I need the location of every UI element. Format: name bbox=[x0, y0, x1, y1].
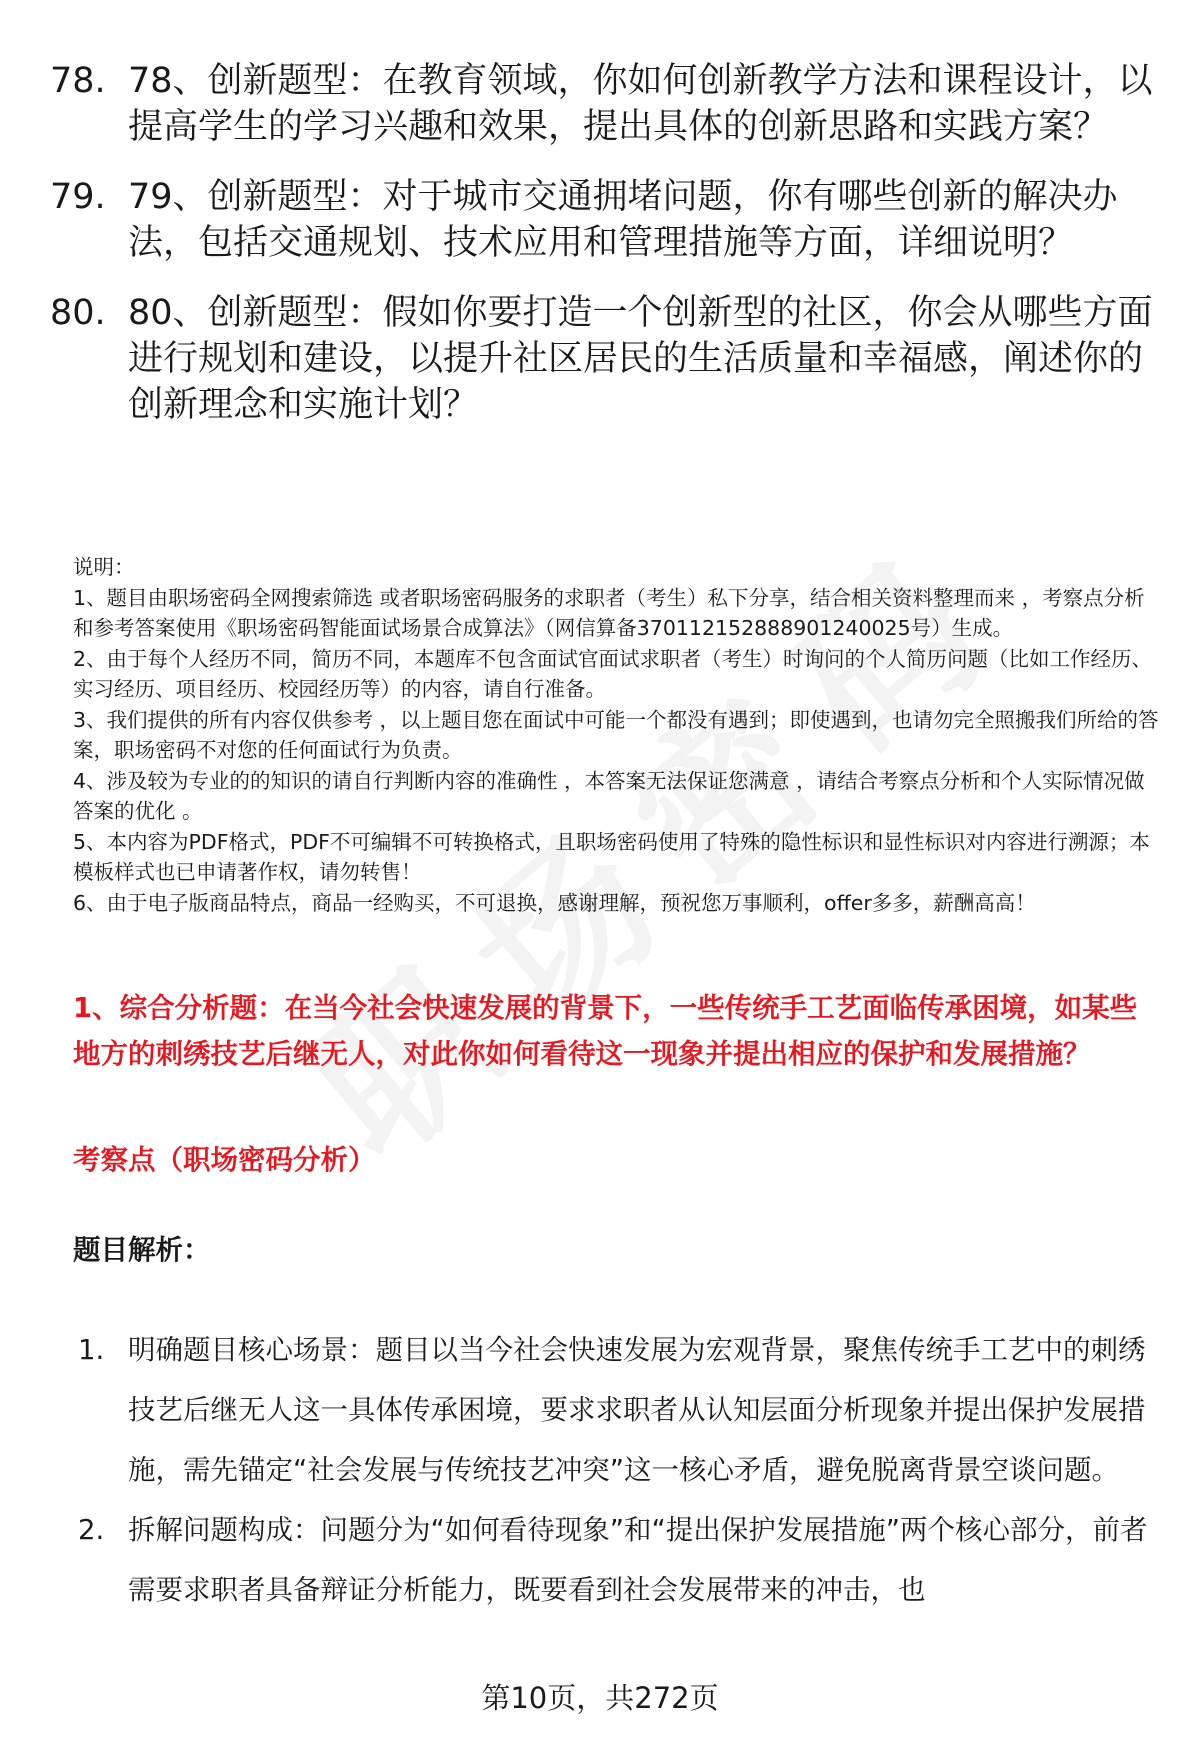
section-subtitle: 考察点（职场密码分析） bbox=[73, 1144, 376, 1176]
question-text: 80、创新题型：假如你要打造一个创新型的社区，你会从哪些方面进行规划和建设，以提升社区居民的生活质量和幸福感，阐述你的创新理念和实施计划？ bbox=[128, 293, 1153, 425]
analysis-heading: 题目解析： bbox=[73, 1234, 211, 1266]
analysis-item bbox=[78, 1320, 1163, 1500]
page-footer: 第10页，共272页 bbox=[481, 1681, 719, 1715]
note-item: 4、涉及较为专业的的知识的请自行判断内容的准确性 ，本答案无法保证您满意 ，请结合考察点分析和个人实际情况做答案的优化 。 bbox=[73, 768, 1145, 823]
analysis-number: 2. bbox=[78, 1514, 105, 1546]
question-item bbox=[50, 174, 1160, 266]
note-item: 3、我们提供的所有内容仅供参考 ，以上题目您在面试中可能一个都没有遇到；即使遇到，也请勿完全照搬我们所给的答案，职场密码不对您的任何面试行为负责。 bbox=[73, 707, 1159, 762]
notes-block bbox=[73, 552, 1163, 918]
question-item bbox=[50, 58, 1160, 150]
section-title: 1、综合分析题：在当今社会快速发展的背景下，一些传统手工艺面临传承困境，如某些地方的刺绣技艺后继无人，对此你如何看待这一现象并提出相应的保护和发展措施？ bbox=[73, 992, 1138, 1070]
question-text: 79、创新题型：对于城市交通拥堵问题，你有哪些创新的解决办法，包括交通规划、技术应用和管理措施等方面，详细说明？ bbox=[128, 177, 1118, 263]
question-text: 78、创新题型：在教育领域，你如何创新教学方法和课程设计，以提高学生的学习兴趣和效果，提出具体的创新思路和实践方案？ bbox=[128, 61, 1153, 147]
note-item: 5、本内容为PDF格式，PDF不可编辑不可转换格式，且职场密码使用了特殊的隐性标识和显性标识对内容进行溯源；本模板样式也已申请著作权，请勿转售！ bbox=[73, 829, 1150, 884]
notes-heading: 说明： bbox=[73, 555, 135, 579]
note-item: 2、由于每个人经历不同，简历不同，本题库不包含面试官面试求职者（考生）时询问的个人简历问题（比如工作经历、实习经历、项目经历、校园经历等）的内容，请自行准备。 bbox=[73, 646, 1153, 701]
analysis-list bbox=[78, 1320, 1163, 1620]
analysis-text: 明确题目核心场景：题目以当今社会快速发展为宏观背景，聚焦传统手工艺中的刺绣技艺后继无人这一具体传承困境，要求求职者从认知层面分析现象并提出保护发展措施，需先锚定“社会发展与传统技艺冲突”这一核心矛盾，避免脱离背景空谈问题。 bbox=[128, 1334, 1146, 1486]
note-item: 1、题目由职场密码全网搜索筛选 或者职场密码服务的求职者（考生）私下分享，结合相关资料整理而来 ，考察点分析和参考答案使用《职场密码智能面试场景合成算法》（网信算备370112152888901240025号）生成。 bbox=[73, 585, 1145, 640]
analysis-number: 1. bbox=[78, 1334, 105, 1366]
analysis-item bbox=[78, 1500, 1163, 1620]
question-item bbox=[50, 290, 1160, 428]
analysis-text: 拆解问题构成：问题分为“如何看待现象”和“提出保护发展措施”两个核心部分，前者需要求职者具备辩证分析能力，既要看到社会发展带来的冲击，也 bbox=[128, 1514, 1148, 1606]
question-number: 78. bbox=[50, 61, 106, 101]
question-number: 79. bbox=[50, 177, 106, 217]
question-number: 80. bbox=[50, 293, 106, 333]
note-item: 6、由于电子版商品特点，商品一经购买，不可退换，感谢理解，预祝您万事顺利，offer多多，薪酬高高！ bbox=[73, 890, 1036, 915]
question-list bbox=[50, 58, 1160, 452]
